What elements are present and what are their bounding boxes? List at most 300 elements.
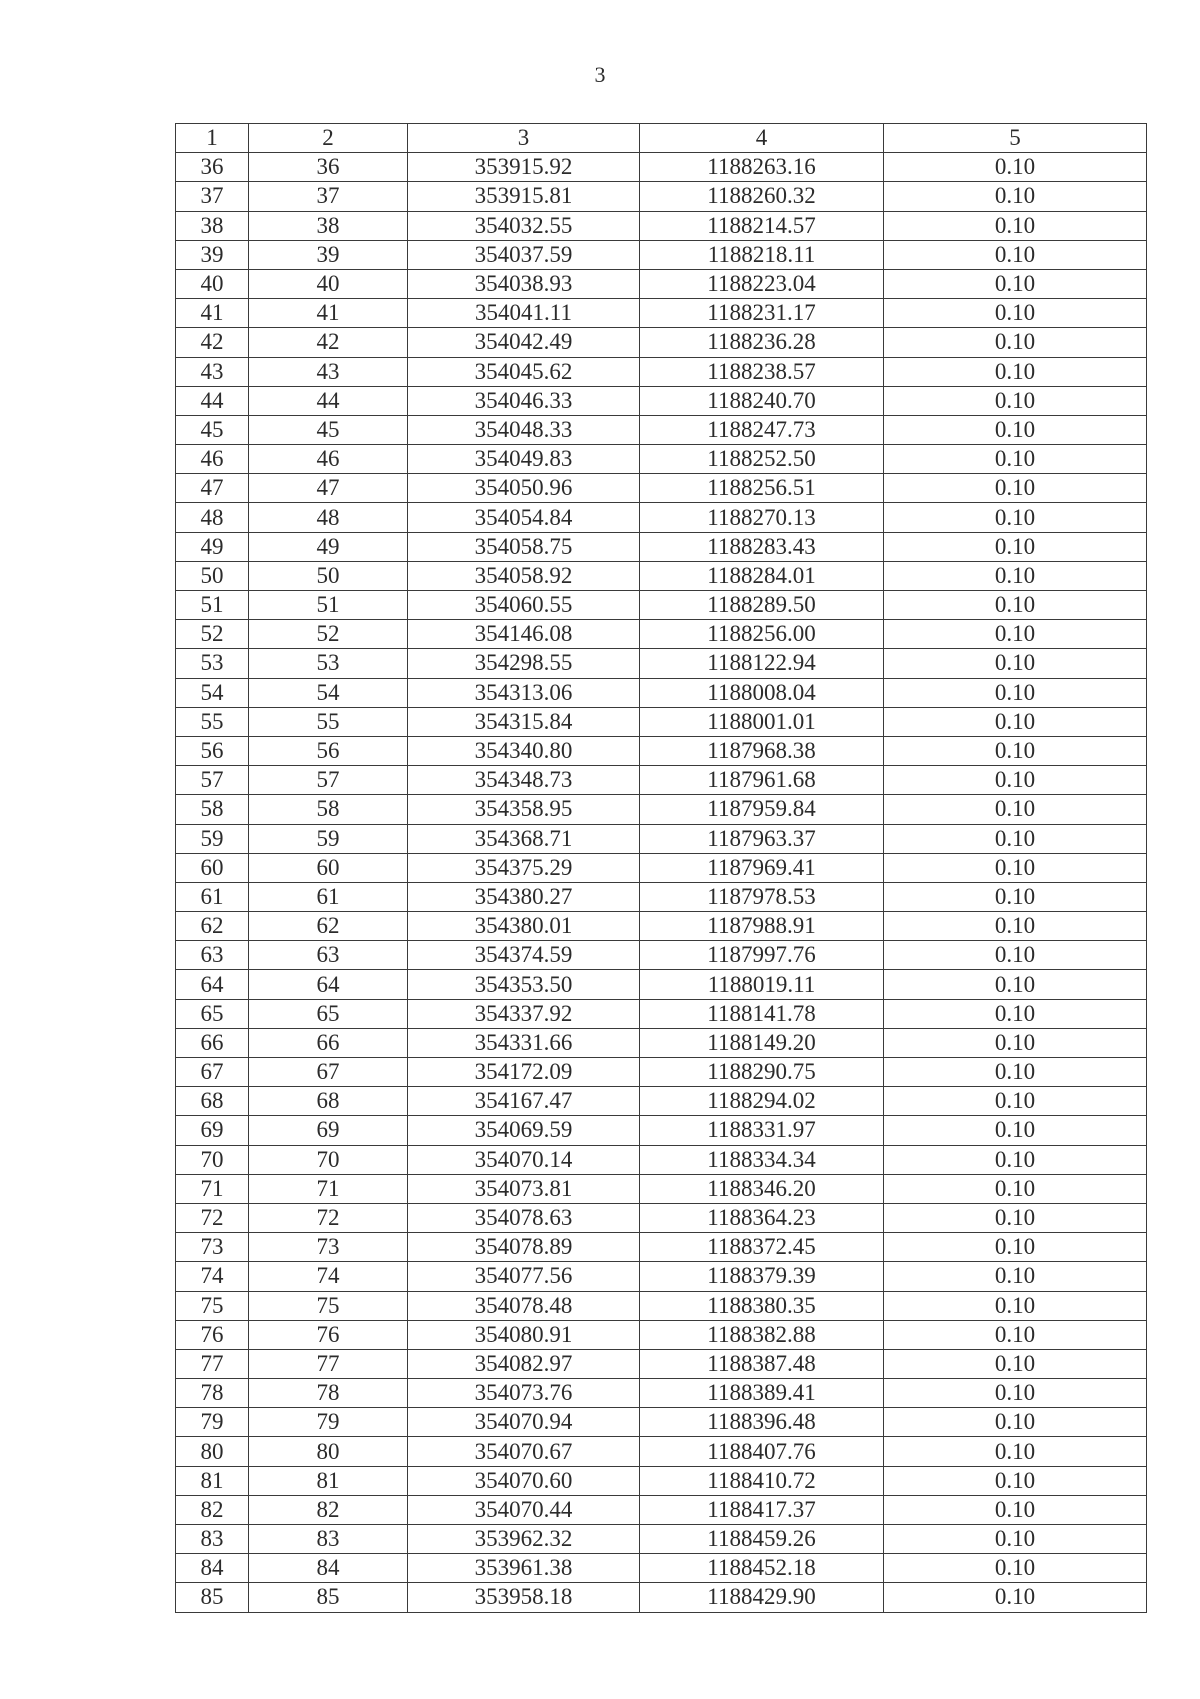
cell-y-coordinate: 1188389.41 (640, 1379, 884, 1408)
cell-accuracy: 0.10 (884, 824, 1147, 853)
cell-x-coordinate: 354331.66 (408, 1028, 640, 1057)
cell-y-coordinate: 1187978.53 (640, 882, 884, 911)
table-row (176, 1408, 1147, 1437)
cell-x-coordinate: 354045.62 (408, 357, 640, 386)
cell-y-coordinate: 1187988.91 (640, 912, 884, 941)
table-row (176, 445, 1147, 474)
cell-y-coordinate: 1188290.75 (640, 1058, 884, 1087)
table-row (176, 1554, 1147, 1583)
cell-point-number: 83 (176, 1525, 249, 1554)
cell-accuracy: 0.10 (884, 941, 1147, 970)
cell-y-coordinate: 1188283.43 (640, 532, 884, 561)
cell-y-coordinate: 1188452.18 (640, 1554, 884, 1583)
cell-y-coordinate: 1188387.48 (640, 1349, 884, 1378)
cell-point-number: 63 (176, 941, 249, 970)
cell-accuracy: 0.10 (884, 1233, 1147, 1262)
cell-y-coordinate: 1188417.37 (640, 1495, 884, 1524)
cell-accuracy: 0.10 (884, 882, 1147, 911)
cell-accuracy: 0.10 (884, 707, 1147, 736)
table-row (176, 299, 1147, 328)
cell-point-number: 50 (176, 561, 249, 590)
table-row (176, 591, 1147, 620)
cell-point-id: 60 (249, 853, 408, 882)
table-row (176, 1087, 1147, 1116)
cell-x-coordinate: 354060.55 (408, 591, 640, 620)
cell-x-coordinate: 354038.93 (408, 269, 640, 298)
cell-point-number: 74 (176, 1262, 249, 1291)
cell-x-coordinate: 354374.59 (408, 941, 640, 970)
cell-x-coordinate: 354070.94 (408, 1408, 640, 1437)
cell-x-coordinate: 354380.01 (408, 912, 640, 941)
cell-point-number: 52 (176, 620, 249, 649)
cell-point-id: 85 (249, 1583, 408, 1612)
cell-point-id: 77 (249, 1349, 408, 1378)
cell-x-coordinate: 353958.18 (408, 1583, 640, 1612)
table-row (176, 970, 1147, 999)
cell-x-coordinate: 354058.75 (408, 532, 640, 561)
cell-point-id: 76 (249, 1320, 408, 1349)
cell-y-coordinate: 1188380.35 (640, 1291, 884, 1320)
cell-x-coordinate: 353961.38 (408, 1554, 640, 1583)
cell-accuracy: 0.10 (884, 649, 1147, 678)
cell-point-id: 42 (249, 328, 408, 357)
cell-y-coordinate: 1188218.11 (640, 240, 884, 269)
header-row (176, 124, 1147, 153)
cell-y-coordinate: 1188238.57 (640, 357, 884, 386)
cell-y-coordinate: 1188019.11 (640, 970, 884, 999)
cell-x-coordinate: 354032.55 (408, 211, 640, 240)
cell-accuracy: 0.10 (884, 1554, 1147, 1583)
cell-accuracy: 0.10 (884, 240, 1147, 269)
cell-accuracy: 0.10 (884, 474, 1147, 503)
cell-x-coordinate: 354050.96 (408, 474, 640, 503)
table-row (176, 882, 1147, 911)
cell-point-number: 84 (176, 1554, 249, 1583)
cell-x-coordinate: 354353.50 (408, 970, 640, 999)
cell-accuracy: 0.10 (884, 620, 1147, 649)
cell-point-number: 75 (176, 1291, 249, 1320)
table-row (176, 182, 1147, 211)
table-row (176, 941, 1147, 970)
cell-point-id: 55 (249, 707, 408, 736)
table-row (176, 532, 1147, 561)
cell-accuracy: 0.10 (884, 561, 1147, 590)
cell-x-coordinate: 354078.89 (408, 1233, 640, 1262)
cell-point-number: 54 (176, 678, 249, 707)
cell-point-id: 59 (249, 824, 408, 853)
cell-accuracy: 0.10 (884, 1408, 1147, 1437)
cell-point-id: 47 (249, 474, 408, 503)
cell-point-number: 61 (176, 882, 249, 911)
cell-y-coordinate: 1188294.02 (640, 1087, 884, 1116)
cell-x-coordinate: 354315.84 (408, 707, 640, 736)
cell-point-id: 81 (249, 1466, 408, 1495)
cell-accuracy: 0.10 (884, 1174, 1147, 1203)
cell-accuracy: 0.10 (884, 1466, 1147, 1495)
cell-y-coordinate: 1188001.01 (640, 707, 884, 736)
table-row (176, 1466, 1147, 1495)
cell-point-id: 45 (249, 415, 408, 444)
cell-point-id: 64 (249, 970, 408, 999)
cell-point-number: 57 (176, 766, 249, 795)
coordinates-table (175, 123, 1147, 1613)
cell-accuracy: 0.10 (884, 1320, 1147, 1349)
cell-point-id: 53 (249, 649, 408, 678)
table-row (176, 1583, 1147, 1612)
table-row (176, 1349, 1147, 1378)
table-header (176, 124, 1147, 153)
cell-point-id: 71 (249, 1174, 408, 1203)
cell-point-number: 44 (176, 386, 249, 415)
cell-y-coordinate: 1188396.48 (640, 1408, 884, 1437)
cell-x-coordinate: 354167.47 (408, 1087, 640, 1116)
cell-x-coordinate: 354070.60 (408, 1466, 640, 1495)
cell-accuracy: 0.10 (884, 795, 1147, 824)
cell-point-id: 38 (249, 211, 408, 240)
cell-y-coordinate: 1188263.16 (640, 153, 884, 182)
table-row (176, 649, 1147, 678)
cell-accuracy: 0.10 (884, 269, 1147, 298)
cell-accuracy: 0.10 (884, 1495, 1147, 1524)
table-row (176, 386, 1147, 415)
table-row (176, 1174, 1147, 1203)
table-row (176, 707, 1147, 736)
table-row (176, 561, 1147, 590)
cell-point-number: 69 (176, 1116, 249, 1145)
cell-x-coordinate: 354070.44 (408, 1495, 640, 1524)
cell-point-number: 58 (176, 795, 249, 824)
cell-y-coordinate: 1187969.41 (640, 853, 884, 882)
cell-y-coordinate: 1188260.32 (640, 182, 884, 211)
cell-x-coordinate: 354358.95 (408, 795, 640, 824)
cell-accuracy: 0.10 (884, 999, 1147, 1028)
cell-point-id: 57 (249, 766, 408, 795)
cell-accuracy: 0.10 (884, 299, 1147, 328)
cell-y-coordinate: 1188379.39 (640, 1262, 884, 1291)
table-row (176, 1437, 1147, 1466)
cell-point-id: 69 (249, 1116, 408, 1145)
cell-point-number: 70 (176, 1145, 249, 1174)
cell-point-number: 81 (176, 1466, 249, 1495)
cell-point-number: 80 (176, 1437, 249, 1466)
cell-x-coordinate: 354077.56 (408, 1262, 640, 1291)
cell-point-id: 84 (249, 1554, 408, 1583)
cell-point-id: 62 (249, 912, 408, 941)
cell-point-id: 80 (249, 1437, 408, 1466)
page-number: 3 (594, 62, 606, 87)
cell-point-id: 72 (249, 1203, 408, 1232)
cell-point-number: 60 (176, 853, 249, 882)
table-row (176, 1116, 1147, 1145)
cell-y-coordinate: 1188334.34 (640, 1145, 884, 1174)
cell-y-coordinate: 1188372.45 (640, 1233, 884, 1262)
cell-point-number: 40 (176, 269, 249, 298)
table-row (176, 795, 1147, 824)
cell-point-id: 65 (249, 999, 408, 1028)
cell-x-coordinate: 354041.11 (408, 299, 640, 328)
cell-point-id: 74 (249, 1262, 408, 1291)
cell-y-coordinate: 1188289.50 (640, 591, 884, 620)
cell-point-number: 76 (176, 1320, 249, 1349)
cell-point-id: 46 (249, 445, 408, 474)
cell-x-coordinate: 354058.92 (408, 561, 640, 590)
cell-point-id: 54 (249, 678, 408, 707)
cell-x-coordinate: 354073.76 (408, 1379, 640, 1408)
cell-accuracy: 0.10 (884, 1379, 1147, 1408)
cell-y-coordinate: 1187997.76 (640, 941, 884, 970)
cell-point-id: 43 (249, 357, 408, 386)
cell-accuracy: 0.10 (884, 736, 1147, 765)
cell-x-coordinate: 354049.83 (408, 445, 640, 474)
table-row (176, 211, 1147, 240)
cell-x-coordinate: 354368.71 (408, 824, 640, 853)
cell-point-number: 42 (176, 328, 249, 357)
column-header-3: 3 (408, 124, 640, 153)
cell-point-number: 73 (176, 1233, 249, 1262)
cell-x-coordinate: 354340.80 (408, 736, 640, 765)
table-row (176, 1203, 1147, 1232)
cell-accuracy: 0.10 (884, 153, 1147, 182)
cell-point-id: 48 (249, 503, 408, 532)
cell-point-number: 78 (176, 1379, 249, 1408)
cell-point-id: 40 (249, 269, 408, 298)
column-header-5: 5 (884, 124, 1147, 153)
cell-y-coordinate: 1188231.17 (640, 299, 884, 328)
cell-x-coordinate: 354070.67 (408, 1437, 640, 1466)
cell-y-coordinate: 1188122.94 (640, 649, 884, 678)
cell-point-number: 51 (176, 591, 249, 620)
cell-x-coordinate: 354348.73 (408, 766, 640, 795)
table-row (176, 620, 1147, 649)
table-row (176, 474, 1147, 503)
cell-point-number: 49 (176, 532, 249, 561)
cell-point-number: 47 (176, 474, 249, 503)
cell-y-coordinate: 1188149.20 (640, 1028, 884, 1057)
cell-point-id: 51 (249, 591, 408, 620)
cell-accuracy: 0.10 (884, 415, 1147, 444)
cell-accuracy: 0.10 (884, 970, 1147, 999)
table-row (176, 999, 1147, 1028)
cell-y-coordinate: 1187959.84 (640, 795, 884, 824)
table-row (176, 1058, 1147, 1087)
table-row (176, 503, 1147, 532)
cell-y-coordinate: 1188141.78 (640, 999, 884, 1028)
table-row (176, 357, 1147, 386)
cell-point-number: 85 (176, 1583, 249, 1612)
cell-point-id: 63 (249, 941, 408, 970)
cell-point-number: 41 (176, 299, 249, 328)
cell-point-number: 43 (176, 357, 249, 386)
cell-x-coordinate: 354078.48 (408, 1291, 640, 1320)
cell-accuracy: 0.10 (884, 1349, 1147, 1378)
cell-y-coordinate: 1188270.13 (640, 503, 884, 532)
cell-y-coordinate: 1188429.90 (640, 1583, 884, 1612)
cell-y-coordinate: 1188459.26 (640, 1525, 884, 1554)
cell-accuracy: 0.10 (884, 1291, 1147, 1320)
table-row (176, 1525, 1147, 1554)
cell-y-coordinate: 1187961.68 (640, 766, 884, 795)
cell-point-id: 44 (249, 386, 408, 415)
cell-y-coordinate: 1188346.20 (640, 1174, 884, 1203)
table-row (176, 766, 1147, 795)
cell-x-coordinate: 354048.33 (408, 415, 640, 444)
cell-y-coordinate: 1188223.04 (640, 269, 884, 298)
cell-point-id: 41 (249, 299, 408, 328)
cell-accuracy: 0.10 (884, 591, 1147, 620)
cell-y-coordinate: 1188410.72 (640, 1466, 884, 1495)
cell-point-number: 38 (176, 211, 249, 240)
cell-x-coordinate: 354054.84 (408, 503, 640, 532)
cell-y-coordinate: 1188256.51 (640, 474, 884, 503)
cell-x-coordinate: 354375.29 (408, 853, 640, 882)
cell-point-number: 77 (176, 1349, 249, 1378)
table-row (176, 1145, 1147, 1174)
cell-x-coordinate: 354042.49 (408, 328, 640, 357)
cell-point-number: 65 (176, 999, 249, 1028)
table-row (176, 415, 1147, 444)
cell-point-number: 72 (176, 1203, 249, 1232)
table-row (176, 824, 1147, 853)
cell-point-number: 62 (176, 912, 249, 941)
table-row (176, 240, 1147, 269)
cell-point-id: 61 (249, 882, 408, 911)
cell-point-id: 82 (249, 1495, 408, 1524)
cell-point-number: 37 (176, 182, 249, 211)
cell-x-coordinate: 354337.92 (408, 999, 640, 1028)
cell-accuracy: 0.10 (884, 532, 1147, 561)
cell-point-id: 68 (249, 1087, 408, 1116)
table-row (176, 1028, 1147, 1057)
cell-point-number: 36 (176, 153, 249, 182)
cell-accuracy: 0.10 (884, 766, 1147, 795)
cell-point-id: 49 (249, 532, 408, 561)
table-row (176, 269, 1147, 298)
table-row (176, 853, 1147, 882)
table-row (176, 912, 1147, 941)
table-row (176, 153, 1147, 182)
cell-accuracy: 0.10 (884, 503, 1147, 532)
column-header-2: 2 (249, 124, 408, 153)
cell-point-id: 50 (249, 561, 408, 590)
table-row (176, 1262, 1147, 1291)
cell-x-coordinate: 354082.97 (408, 1349, 640, 1378)
cell-y-coordinate: 1188284.01 (640, 561, 884, 590)
cell-x-coordinate: 354046.33 (408, 386, 640, 415)
table-row (176, 1320, 1147, 1349)
cell-x-coordinate: 354078.63 (408, 1203, 640, 1232)
cell-point-id: 73 (249, 1233, 408, 1262)
cell-y-coordinate: 1188331.97 (640, 1116, 884, 1145)
cell-accuracy: 0.10 (884, 386, 1147, 415)
column-header-4: 4 (640, 124, 884, 153)
cell-accuracy: 0.10 (884, 1028, 1147, 1057)
cell-x-coordinate: 354380.27 (408, 882, 640, 911)
cell-x-coordinate: 354080.91 (408, 1320, 640, 1349)
cell-x-coordinate: 353962.32 (408, 1525, 640, 1554)
cell-accuracy: 0.10 (884, 1262, 1147, 1291)
cell-y-coordinate: 1188256.00 (640, 620, 884, 649)
table-body (176, 153, 1147, 1612)
cell-x-coordinate: 354070.14 (408, 1145, 640, 1174)
table-row (176, 736, 1147, 765)
cell-point-number: 59 (176, 824, 249, 853)
cell-accuracy: 0.10 (884, 678, 1147, 707)
cell-point-number: 48 (176, 503, 249, 532)
cell-point-id: 79 (249, 1408, 408, 1437)
table-row (176, 328, 1147, 357)
cell-x-coordinate: 353915.92 (408, 153, 640, 182)
cell-accuracy: 0.10 (884, 853, 1147, 882)
cell-accuracy: 0.10 (884, 1058, 1147, 1087)
cell-point-id: 75 (249, 1291, 408, 1320)
column-header-1: 1 (176, 124, 249, 153)
cell-point-id: 58 (249, 795, 408, 824)
cell-x-coordinate: 354037.59 (408, 240, 640, 269)
cell-point-id: 37 (249, 182, 408, 211)
cell-accuracy: 0.10 (884, 328, 1147, 357)
cell-point-id: 66 (249, 1028, 408, 1057)
cell-x-coordinate: 354069.59 (408, 1116, 640, 1145)
cell-y-coordinate: 1188252.50 (640, 445, 884, 474)
cell-y-coordinate: 1187963.37 (640, 824, 884, 853)
cell-accuracy: 0.10 (884, 445, 1147, 474)
cell-accuracy: 0.10 (884, 1116, 1147, 1145)
cell-y-coordinate: 1188214.57 (640, 211, 884, 240)
cell-accuracy: 0.10 (884, 912, 1147, 941)
cell-y-coordinate: 1188240.70 (640, 386, 884, 415)
cell-y-coordinate: 1188008.04 (640, 678, 884, 707)
cell-point-number: 56 (176, 736, 249, 765)
cell-accuracy: 0.10 (884, 357, 1147, 386)
cell-accuracy: 0.10 (884, 182, 1147, 211)
cell-y-coordinate: 1188247.73 (640, 415, 884, 444)
cell-point-number: 64 (176, 970, 249, 999)
cell-point-number: 67 (176, 1058, 249, 1087)
cell-x-coordinate: 353915.81 (408, 182, 640, 211)
cell-point-number: 46 (176, 445, 249, 474)
cell-accuracy: 0.10 (884, 1145, 1147, 1174)
cell-accuracy: 0.10 (884, 1087, 1147, 1116)
cell-accuracy: 0.10 (884, 1583, 1147, 1612)
cell-y-coordinate: 1188382.88 (640, 1320, 884, 1349)
cell-y-coordinate: 1188236.28 (640, 328, 884, 357)
cell-point-number: 55 (176, 707, 249, 736)
cell-point-id: 70 (249, 1145, 408, 1174)
cell-point-number: 66 (176, 1028, 249, 1057)
cell-point-number: 45 (176, 415, 249, 444)
cell-y-coordinate: 1188364.23 (640, 1203, 884, 1232)
cell-point-number: 39 (176, 240, 249, 269)
cell-accuracy: 0.10 (884, 211, 1147, 240)
table-row (176, 678, 1147, 707)
cell-point-id: 56 (249, 736, 408, 765)
cell-point-id: 78 (249, 1379, 408, 1408)
table-row (176, 1379, 1147, 1408)
cell-point-id: 36 (249, 153, 408, 182)
cell-point-number: 68 (176, 1087, 249, 1116)
cell-accuracy: 0.10 (884, 1437, 1147, 1466)
cell-point-number: 53 (176, 649, 249, 678)
cell-accuracy: 0.10 (884, 1525, 1147, 1554)
cell-x-coordinate: 354313.06 (408, 678, 640, 707)
cell-y-coordinate: 1188407.76 (640, 1437, 884, 1466)
table-row (176, 1291, 1147, 1320)
cell-accuracy: 0.10 (884, 1203, 1147, 1232)
cell-point-id: 67 (249, 1058, 408, 1087)
cell-y-coordinate: 1187968.38 (640, 736, 884, 765)
cell-point-number: 79 (176, 1408, 249, 1437)
cell-x-coordinate: 354073.81 (408, 1174, 640, 1203)
